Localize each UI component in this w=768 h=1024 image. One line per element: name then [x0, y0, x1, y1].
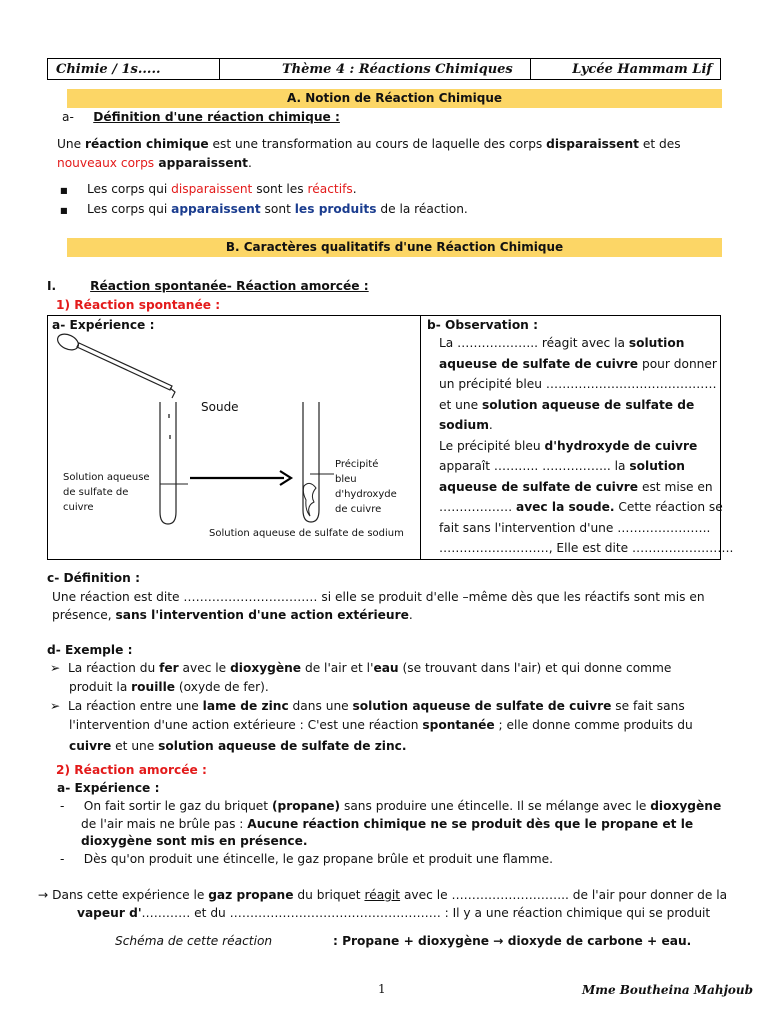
- definition-heading: Définition d'une réaction chimique :: [93, 110, 340, 124]
- experiment-2-line4: - Dès qu'on produit une étincelle, le gaz propane brûle et produit une flamme.: [60, 852, 553, 866]
- section-b-title: B. Caractères qualitatifs d'une Réaction Chimique: [67, 238, 722, 257]
- header-course: Chimie / 1s.....: [48, 59, 220, 79]
- bullet-produits: ■ Les corps qui apparaissent sont les produits de la réaction.: [60, 202, 468, 216]
- schema-equation: : Propane + dioxygène → dioxyde de carbone + eau.: [333, 934, 692, 948]
- experiment-label: a- Expérience :: [52, 318, 155, 332]
- page-number: 1: [378, 982, 386, 996]
- experiment-2-label: a- Expérience :: [57, 781, 160, 795]
- experiment-2-line3: dioxygène sont mis en présence.: [81, 834, 308, 848]
- bullet-reactifs: ■ Les corps qui disparaissent sont les réactifs.: [60, 182, 357, 196]
- header-theme: Thème 4 : Réactions Chimiques: [220, 59, 531, 79]
- test-tube-right: [303, 402, 334, 522]
- spontaneous-heading: 1) Réaction spontanée :: [56, 298, 221, 312]
- arrow-bullet-icon: ➢: [50, 699, 61, 713]
- experiment-figure: [48, 330, 420, 558]
- header-school: Lycée Hammam Lif: [572, 61, 712, 77]
- section-a-title: A. Notion de Réaction Chimique: [67, 89, 722, 108]
- test-tube-left: [160, 402, 188, 524]
- definition-line2: nouveaux corps apparaissent.: [57, 156, 252, 170]
- definition-c-label: c- Définition :: [47, 571, 140, 585]
- example-2: ➢ La réaction entre une lame de zinc dans une solution aqueuse de sulfate de cuivre se fait sans: [50, 699, 685, 713]
- experiment-2-line1: - On fait sortir le gaz du briquet (propane) sans produire une étincelle. Il se mélange avec le dioxygène: [60, 799, 722, 813]
- label-solution-sodium: Solution aqueuse de sulfate de sodium: [209, 528, 404, 539]
- reaction-arrow: [190, 471, 291, 485]
- example-1: ➢ La réaction du fer avec le dioxygène de l'air et l'eau (se trouvant dans l'air) et qui donne comme: [50, 661, 672, 675]
- part-1-heading: I. Réaction spontanée- Réaction amorcée :: [47, 279, 369, 293]
- example-2-cont: l'intervention d'une action extérieure : C'est une réaction spontanée ; elle donne comme produits du: [69, 718, 693, 732]
- definition-line1: Une réaction chimique est une transformation au cours de laquelle des corps disparaissent et des: [57, 137, 681, 151]
- definition-c-line1: Une réaction est dite …………………………… si elle se produit d'elle –même dès que les réactifs sont mis en: [52, 590, 705, 604]
- header-table: [47, 58, 721, 80]
- label-solution-cuivre: Solution aqueuse de sulfate de cuivre: [63, 472, 150, 513]
- example-2-cont2: cuivre et une solution aqueuse de sulfate de zinc.: [69, 739, 407, 753]
- experiment-2-line2: de l'air mais ne brûle pas : Aucune réaction chimique ne se produit dès que le propane et le: [81, 817, 694, 831]
- schema-label: Schéma de cette réaction: [115, 934, 273, 948]
- conclusion-line2: vapeur d'………… et du ……………………………………………. : Il y a une réaction chimique qui se produit: [77, 906, 711, 920]
- section-a-sub: a- Définition d'une réaction chimique :: [62, 110, 340, 124]
- experiment-divider: [420, 315, 421, 560]
- example-label: d- Exemple :: [47, 643, 133, 657]
- dropper-illustration: [55, 331, 175, 398]
- arrow-bullet-icon: ➢: [50, 661, 61, 675]
- label-soude: Soude: [201, 400, 239, 414]
- initiated-heading: 2) Réaction amorcée :: [56, 763, 207, 777]
- example-1-cont: produit la rouille (oxyde de fer).: [69, 680, 269, 694]
- observation-text: La ……………….. réagit avec la solution aqueuse de sulfate de cuivre pour donner un précipité bleu …………………………………… et une solution aqueuse de sulfate de sodium. Le précipité bleu d'hydroxyde de cuivre apparaît ……….. …………….. la solution aqueuse de sulfate de cuivre est mise en ……………… avec la soude. Cette réaction se fait sans l'intervention d'une ………………….. ………………………, Elle est dite …………………….: [439, 336, 734, 555]
- label-precipite: Précipité bleu d'hydroxyde de cuivre: [335, 459, 397, 515]
- definition-c-line2: présence, sans l'intervention d'une action extérieure.: [52, 608, 413, 622]
- conclusion-line1: → Dans cette expérience le gaz propane du briquet réagit avec le ……………………….. de l'air pour donner de la: [38, 888, 728, 902]
- author-name: Mme Boutheina Mahjoub: [582, 983, 754, 997]
- observation-label: b- Observation :: [427, 318, 538, 332]
